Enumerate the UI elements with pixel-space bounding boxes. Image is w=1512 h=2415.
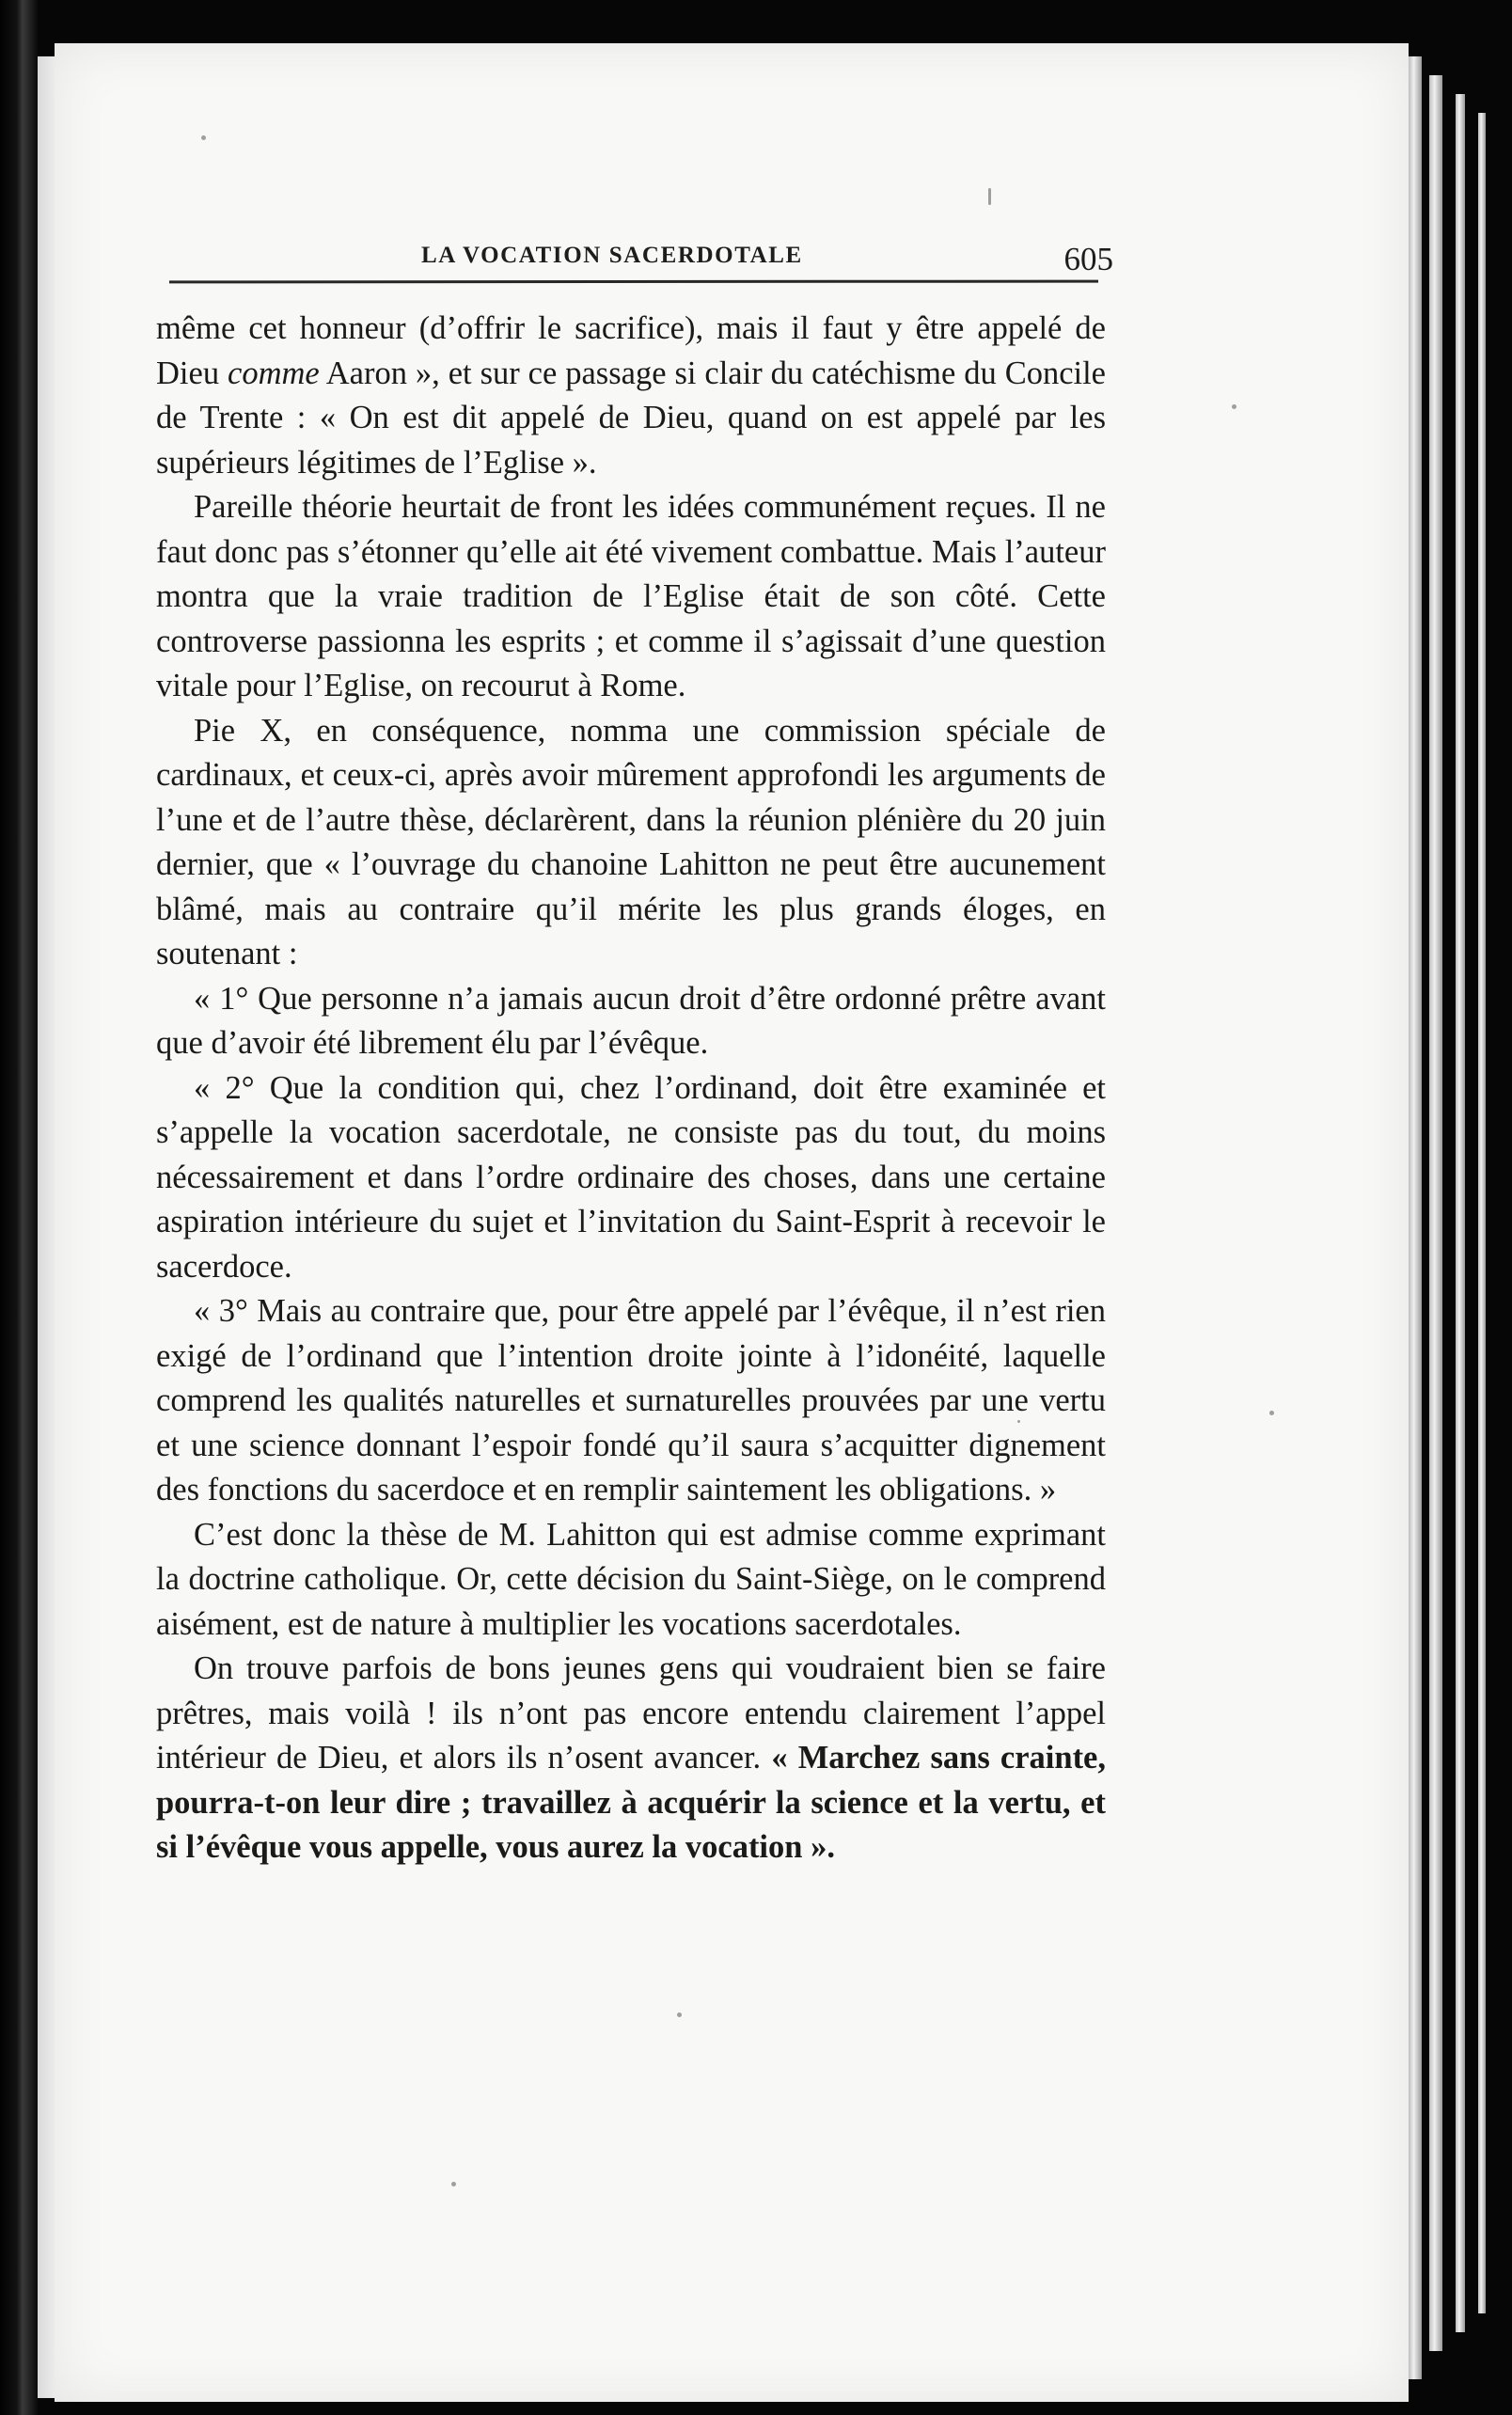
scan-speck: [201, 135, 206, 140]
paragraph-8-lead: On trouve parfois de bons jeunes gens qui voudraient bien se faire prêtres, mais voilà ! ils n’ont pas encore entendu clairement l’appel intérieur de Dieu, et alors ils n’osent avancer.: [156, 1650, 1106, 1776]
paragraph-3: Pie X, en conséquence, nomma une commission spéciale de cardinaux, et ceux-ci, après avoir mûrement approfondi les arguments de l’une et de l’autre thèse, déclarèrent, dans la réunion plénière du 20 juin dernier, que « l’ouvrage du chanoine Lahitton ne peut être aucunement blâmé, mais au contraire qu’il mérite les plus grands éloges, en soutenant :: [156, 712, 1106, 971]
page-edge-stack: [1456, 94, 1465, 2332]
quoted-point-1: « 1° Que personne n’a jamais aucun droit d’être ordonné prêtre avant que d’avoir été librement élu par l’évêque.: [156, 980, 1106, 1061]
paragraph-1-italic-word: comme: [228, 355, 320, 391]
scan-speck: [1232, 404, 1236, 409]
paragraph-2: Pareille théorie heurtait de front les idées communément reçues. Il ne faut donc pas s’étonner qu’elle ait été vivement combattue. Mais l’auteur montra que la vraie tradition de l’Eglise était de son côté. Cette controverse passionna les esprits ; et comme il s’agissait d’une question vitale pour l’Eglise, on recourut à Rome.: [156, 489, 1106, 703]
quoted-point-3: « 3° Mais au contraire que, pour être appelé par l’évêque, il n’est rien exigé de l’ordinand que l’intention droite jointe à l’idonéité, laquelle comprend les qualités naturelles et surnaturelles prouvées par une vertu et une science donnant l’espoir fondé qu’il saura s’acquitter dignement des fonctions du sacerdoce et en remplir saintement les obligations. »: [156, 1293, 1106, 1507]
paragraph-8: [156, 1647, 1106, 1870]
paragraph-1: [156, 307, 1106, 485]
page-edge-stack: [1478, 113, 1486, 2313]
paragraph-7: C’est donc la thèse de M. Lahitton qui est admise comme exprimant la doctrine catholique. Or, cette décision du Saint-Siège, on le comprend aisément, est de nature à multiplier les vocations sacerdotales.: [156, 1516, 1106, 1642]
scan-speck: [451, 2182, 456, 2186]
paragraph-8-emphasis: « Marchez sans crainte, pourra-t-on leur dire ; travaillez à acquérir la science et la vertu, et si l’évêque vous appelle, vous aurez la vocation ».: [156, 1740, 1106, 1865]
page-number: 605: [1063, 241, 1113, 277]
scan-speck: [1269, 1411, 1274, 1415]
quoted-point-2: « 2° Que la condition qui, chez l’ordinand, doit être examinée et s’appelle la vocation sacerdotale, ne consiste pas du tout, du moins nécessairement et dans l’ordre ordinaire des choses, dans une certaine aspiration intérieure du sujet et l’invitation du Saint-Esprit à recevoir le sacerdoce.: [156, 1069, 1106, 1285]
running-title: LA VOCATION SACERDOTALE: [421, 243, 803, 268]
main-text: [156, 307, 1106, 2037]
paragraph-1-end: Aaron », et sur ce passage si clair du catéchisme du Concile de Trente : « On est dit appelé de Dieu, quand on est appelé par les supérieurs légitimes de l’Eglise ».: [156, 355, 1106, 481]
paragraph-1-start: même cet honneur (d’offrir le sacrifice), mais il faut y être appelé de Dieu: [156, 310, 1106, 391]
left-binding-shadow: [0, 0, 38, 2415]
page-edge-stack: [1409, 56, 1422, 2379]
page-edge-stack: [1429, 75, 1442, 2351]
scan-speck: [988, 188, 991, 205]
